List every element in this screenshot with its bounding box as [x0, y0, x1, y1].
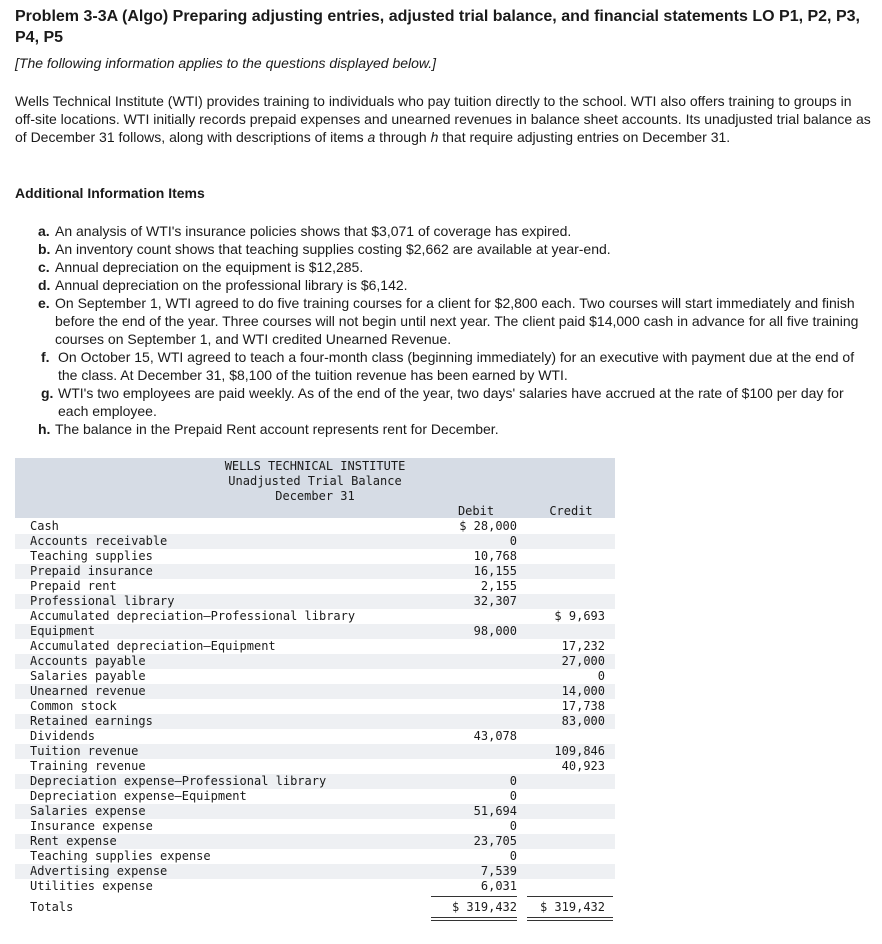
trial-balance-row	[15, 639, 615, 654]
info-item-letter: f.	[41, 349, 50, 365]
credit-amount: 109,846	[554, 744, 605, 758]
problem-subtitle: [The following information applies to the questions displayed below.]	[15, 55, 437, 71]
additional-info-heading: Additional Information Items	[15, 185, 205, 201]
credit-amount: 0	[597, 669, 605, 683]
account-name: Teaching supplies	[30, 549, 153, 563]
account-name: Training revenue	[30, 759, 146, 773]
info-item-letter: e.	[38, 295, 50, 311]
intro-paragraph	[15, 92, 873, 146]
debit-amount: 0	[509, 534, 517, 548]
info-item-text: An analysis of WTI's insurance policies shows that $3,071 of coverage has expired.	[55, 223, 572, 239]
account-name: Depreciation expense—Professional library	[30, 774, 327, 788]
company-name: WELLS TECHNICAL INSTITUTE	[224, 459, 406, 473]
account-name: Depreciation expense—Equipment	[30, 789, 247, 803]
info-item	[38, 240, 868, 258]
info-item-letter: d.	[38, 277, 51, 293]
trial-balance-row	[15, 609, 615, 624]
account-name: Utilities expense	[30, 879, 153, 893]
info-item-letter: a.	[38, 223, 50, 239]
account-name: Retained earnings	[30, 714, 153, 728]
trial-balance-row	[15, 759, 615, 774]
trial-balance-row	[15, 579, 615, 594]
info-item-letter: h.	[38, 421, 51, 437]
trial-balance-row	[15, 594, 615, 609]
debit-amount: 16,155	[473, 564, 517, 578]
trial-balance-row	[15, 684, 615, 699]
trial-balance-row	[15, 849, 615, 864]
credit-amount: 17,738	[561, 699, 605, 713]
additional-info-list	[38, 222, 868, 438]
debit-total-top-rule	[431, 896, 517, 897]
account-name: Equipment	[30, 624, 96, 638]
credit-amount: 83,000	[561, 714, 605, 728]
account-name: Advertising expense	[30, 864, 168, 878]
intro-text-mid: through	[375, 129, 431, 145]
account-name: Dividends	[30, 729, 96, 743]
trial-balance-row	[15, 729, 615, 744]
info-item	[38, 222, 868, 240]
totals-row	[15, 898, 615, 916]
account-name: Common stock	[30, 699, 117, 713]
intro-text-1: Wells Technical Institute (WTI) provides training to individuals who pay tuition directly to the school. WTI also offers training to groups in off-site locations. WTI initially records prepaid expenses and unearned revenues in balance sheet accounts. Its unadjusted trial balance as of December 31 follows, along with descriptions of items	[15, 93, 871, 145]
intro-item-h: h	[430, 129, 439, 145]
trial-balance-row	[15, 624, 615, 639]
statement-name: Unadjusted Trial Balance	[228, 474, 402, 488]
totals-label: Totals	[30, 900, 74, 914]
trial-balance-row	[15, 654, 615, 669]
trial-balance-row	[15, 879, 615, 894]
credit-total-double-rule-1	[527, 917, 613, 918]
info-item-text: Annual depreciation on the equipment is $12,285.	[55, 259, 364, 275]
debit-amount: 6,031	[480, 879, 517, 893]
account-name: Accumulated depreciation—Professional library	[30, 609, 356, 623]
info-item-letter: b.	[38, 241, 51, 257]
info-item-text: The balance in the Prepaid Rent account represents rent for December.	[55, 421, 499, 437]
info-item	[38, 258, 868, 276]
total-credit: $ 319,432	[539, 900, 605, 914]
account-name: Accounts payable	[30, 654, 146, 668]
trial-balance-row	[15, 549, 615, 564]
debit-amount: 98,000	[473, 624, 517, 638]
trial-balance-row	[15, 834, 615, 849]
info-item-letter: c.	[38, 259, 50, 275]
trial-balance-row	[15, 519, 615, 534]
info-item-text: On October 15, WTI agreed to teach a four-month class (beginning immediately) for an executive with payment due at the end of the class. At December 31, $8,100 of the tuition revenue has been earned by WTI.	[58, 349, 855, 383]
total-debit: $ 319,432	[451, 900, 517, 914]
credit-amount: 14,000	[561, 684, 605, 698]
debit-amount: 7,539	[480, 864, 517, 878]
trial-balance-row	[15, 804, 615, 819]
trial-balance-row	[15, 819, 615, 834]
debit-amount: 2,155	[480, 579, 517, 593]
account-name: Tuition revenue	[30, 744, 139, 758]
debit-amount: 43,078	[473, 729, 517, 743]
account-name: Teaching supplies expense	[30, 849, 211, 863]
trial-balance-row	[15, 714, 615, 729]
intro-item-a: a	[367, 129, 376, 145]
credit-amount: 17,232	[561, 639, 605, 653]
info-item	[41, 348, 868, 384]
info-item	[38, 420, 868, 438]
info-item	[41, 384, 868, 420]
trial-balance-row	[15, 789, 615, 804]
unadjusted-trial-balance	[15, 458, 615, 924]
account-name: Prepaid insurance	[30, 564, 153, 578]
info-item-text: Annual depreciation on the professional library is $6,142.	[55, 277, 408, 293]
debit-amount: 51,694	[473, 804, 517, 818]
account-name: Salaries payable	[30, 669, 146, 683]
trial-balance-row	[15, 669, 615, 684]
credit-amount: $ 9,693	[554, 609, 605, 623]
trial-balance-header	[15, 458, 615, 518]
account-name: Cash	[30, 519, 59, 533]
debit-amount: 10,768	[473, 549, 517, 563]
debit-total-double-rule-1	[431, 917, 517, 918]
credit-column-header: Credit	[549, 504, 593, 518]
credit-amount: 27,000	[561, 654, 605, 668]
debit-amount: 0	[509, 774, 517, 788]
intro-text-2: that require adjusting entries on December 31.	[438, 129, 731, 145]
info-item-text: On September 1, WTI agreed to do five training courses for a client for $2,800 each. Two courses will start immediately and finish before the end of the year. Three courses will not begin until next year. The client paid $14,000 cash in advance for all five training courses on September 1, and WTI credited Unearned Revenue.	[55, 295, 859, 347]
account-name: Unearned revenue	[30, 684, 146, 698]
info-item-letter: g.	[41, 385, 54, 401]
account-name: Accounts receivable	[30, 534, 168, 548]
trial-balance-row	[15, 774, 615, 789]
trial-balance-row	[15, 744, 615, 759]
debit-amount: 23,705	[473, 834, 517, 848]
debit-amount: 0	[509, 849, 517, 863]
statement-date: December 31	[275, 489, 355, 503]
info-item	[38, 294, 868, 348]
trial-balance-row	[15, 534, 615, 549]
credit-total-double-rule-2	[527, 920, 613, 921]
account-name: Insurance expense	[30, 819, 153, 833]
debit-amount: $ 28,000	[459, 519, 517, 533]
info-item	[38, 276, 868, 294]
debit-amount: 0	[509, 789, 517, 803]
account-name: Accumulated depreciation—Equipment	[30, 639, 276, 653]
trial-balance-row	[15, 699, 615, 714]
debit-amount: 0	[509, 819, 517, 833]
trial-balance-row	[15, 564, 615, 579]
info-item-text: WTI's two employees are paid weekly. As of the end of the year, two days' salaries have accrued at the rate of $100 per day for each employee.	[58, 385, 844, 419]
account-name: Professional library	[30, 594, 175, 608]
trial-balance-row	[15, 864, 615, 879]
debit-amount: 32,307	[473, 594, 517, 608]
problem-title: Problem 3-3A (Algo) Preparing adjusting entries, adjusted trial balance, and financial statements LO P1, P2, P3, P4, P5	[15, 8, 860, 46]
credit-amount: 40,923	[561, 759, 605, 773]
credit-total-top-rule	[527, 896, 613, 897]
info-item-text: An inventory count shows that teaching supplies costing $2,662 are available at year-end.	[55, 241, 611, 257]
debit-total-double-rule-2	[431, 920, 517, 921]
account-name: Salaries expense	[30, 804, 146, 818]
debit-column-header: Debit	[457, 504, 495, 518]
account-name: Rent expense	[30, 834, 117, 848]
account-name: Prepaid rent	[30, 579, 117, 593]
